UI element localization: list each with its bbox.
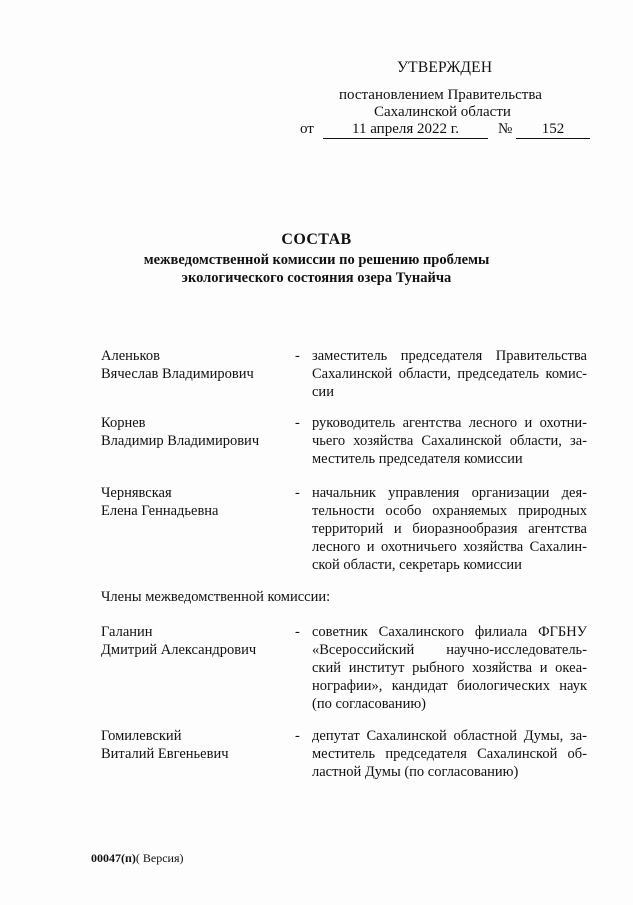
number-sign: № — [498, 121, 513, 137]
member-surname: Чернявская — [101, 485, 172, 501]
role-line: меститель председателя комиссии — [312, 451, 523, 467]
member-given-names: Елена Геннадьевна — [101, 503, 219, 519]
role-line: территорий и биоразнообразия агентства — [312, 521, 587, 537]
role-line: меститель председателя Сахалинской об- — [312, 746, 587, 762]
member-role — [312, 727, 587, 781]
members-section-header: Члены межведомственной комиссии: — [101, 589, 331, 605]
approval-number: 152 — [516, 121, 590, 139]
role-line: Сахалинской области, председатель комис- — [312, 366, 587, 382]
member-name — [101, 347, 286, 383]
document-code — [91, 851, 184, 866]
role-line: лесного и охотничьего хозяйства Сахалин- — [312, 539, 587, 555]
document-heading — [0, 231, 633, 287]
member-dash: - — [295, 485, 300, 501]
role-line: руководитель агентства лесного и охотни- — [312, 415, 587, 431]
member-dash: - — [295, 348, 300, 364]
member-name — [101, 414, 286, 450]
role-line: начальник управления организации дея- — [312, 485, 587, 501]
role-line: «Всероссийский научно-исследователь- — [312, 642, 587, 658]
member-surname: Гомилевский — [101, 728, 182, 744]
member-dash: - — [295, 415, 300, 431]
member-given-names: Дмитрий Александрович — [101, 642, 257, 658]
approval-line-1: постановлением Правительства — [339, 87, 542, 103]
document-title: СОСТАВ — [281, 231, 352, 248]
member-role — [312, 347, 587, 401]
document-subtitle-line-1: межведомственной комиссии по решению проблемы — [143, 252, 490, 268]
document-code-value: 00047(п) — [91, 851, 136, 865]
role-line: (по согласованию) — [312, 696, 426, 712]
member-role — [312, 623, 587, 713]
member-given-names: Виталий Евгеньевич — [101, 746, 229, 762]
member-role — [312, 414, 587, 468]
role-line: чьего хозяйства Сахалинской области, за- — [312, 433, 587, 449]
role-line: заместитель председателя Правительства — [312, 348, 587, 364]
member-surname: Галанин — [101, 624, 153, 640]
member-given-names: Вячеслав Владимирович — [101, 366, 254, 382]
member-surname: Корнев — [101, 415, 146, 431]
role-line: советник Сахалинского филиала ФГБНУ — [312, 624, 587, 640]
date-prefix: от — [300, 121, 314, 137]
role-line: нографии», кандидат биологических наук — [312, 678, 587, 694]
member-surname: Аленьков — [101, 348, 160, 364]
role-line: тельности особо охраняемых природных — [312, 503, 587, 519]
approval-date: 11 апреля 2022 г. — [323, 121, 488, 139]
role-line: сии — [312, 384, 334, 400]
approval-date-row — [300, 121, 600, 141]
member-name — [101, 484, 286, 520]
document-version: ( Версия) — [135, 851, 184, 865]
approval-line-2: Сахалинской области — [374, 104, 511, 120]
member-dash: - — [295, 728, 300, 744]
role-line: ской области, секретарь комиссии — [312, 557, 522, 573]
member-dash: - — [295, 624, 300, 640]
approval-title: УТВЕРЖДЕН — [397, 59, 493, 76]
document-subtitle-line-2: экологического состояния озера Тунайча — [181, 270, 452, 286]
role-line: депутат Сахалинской областной Думы, за- — [312, 728, 587, 744]
role-line: ластной Думы (по согласованию) — [312, 764, 519, 780]
member-role — [312, 484, 587, 574]
member-name — [101, 623, 286, 659]
role-line: ский институт рыбного хозяйства и океа- — [312, 660, 587, 676]
member-given-names: Владимир Владимирович — [101, 433, 260, 449]
member-name — [101, 727, 286, 763]
